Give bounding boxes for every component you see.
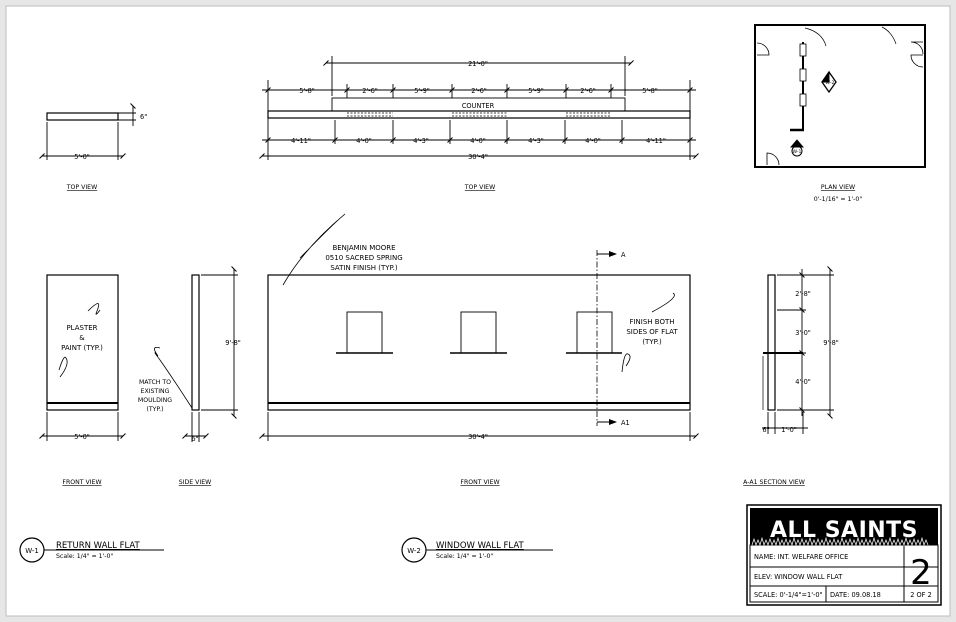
plan-tag-w1: W-1 (792, 150, 802, 155)
w2-top-upper-dim: 5'-8" (299, 87, 315, 95)
w2-top-lower-dim: 4'-11" (646, 137, 666, 145)
section-mark-a1: A1 (621, 419, 630, 427)
tb-sheet-of: 2 OF 2 (910, 591, 932, 599)
w2-top-lower-dim: 4'-3" (528, 137, 544, 145)
w1-side-thick-dim: 6" (191, 435, 199, 443)
w2-top-upper-dim: 5'-9" (528, 87, 544, 95)
w2-top-upper-dim: 5'-9" (414, 87, 430, 95)
w1-top-view-label: TOP VIEW (66, 184, 98, 191)
w2-title: WINDOW WALL FLAT (436, 541, 524, 551)
plan-view-label: PLAN VIEW (820, 184, 856, 191)
paint-note: SATIN FINISH (TYP.) (330, 264, 398, 272)
w1-title: RETURN WALL FLAT (56, 541, 140, 551)
paint-note: 0510 SACRED SPRING (325, 254, 403, 262)
section-total-dim: 9'-8" (823, 339, 839, 347)
section-dim: 3'-0" (795, 329, 811, 337)
section-dim: 2'-8" (795, 290, 811, 298)
w1-top-width-dim: 5'-0" (74, 153, 90, 161)
tb-scale: SCALE: 0'-1/4"=1'-0" (754, 591, 823, 599)
section-mark-a: A (621, 251, 626, 259)
moulding-note: EXISTING (140, 388, 170, 395)
w2-top-upper-dim: 2'-6" (471, 87, 487, 95)
section-view-label: A-A1 SECTION VIEW (743, 479, 805, 486)
w2-top-upper-dim: 2'-6" (580, 87, 596, 95)
plaster-note: PAINT (TYP.) (61, 344, 103, 352)
paint-note: BENJAMIN MOORE (332, 244, 396, 252)
finish-note: (TYP.) (642, 338, 662, 346)
section-dim: 4'-0" (795, 378, 811, 386)
w2-scale: Scale: 1/4" = 1'-0" (436, 553, 494, 560)
w2-top-upper-dim: 2'-6" (362, 87, 378, 95)
w2-front-view-label: FRONT VIEW (460, 479, 500, 486)
tb-date: DATE: 09.08.18 (830, 591, 881, 599)
w2-top-upper-dim: 5'-8" (642, 87, 658, 95)
w2-top-bottom-dim: 30'-4" (468, 153, 488, 161)
w1-side-view-label: SIDE VIEW (178, 479, 212, 486)
tb-name: NAME: INT. WELFARE OFFICE (754, 553, 849, 561)
plan-tag-w2: W-2 (825, 81, 835, 86)
w1-front-width-dim: 5'-0" (74, 433, 90, 441)
w2-tag: W-2 (407, 547, 421, 555)
w1-tag: W-1 (25, 547, 39, 555)
plaster-note: PLASTER (66, 324, 98, 332)
w2-top-lower-dim: 4'-11" (291, 137, 311, 145)
moulding-note: MATCH TO (138, 379, 172, 386)
plan-view-scale: 0'-1/16" = 1'-0" (813, 196, 863, 203)
w2-front-width-dim: 30'-4" (468, 433, 488, 441)
w2-top-overall-dim: 21'-0" (468, 60, 488, 68)
plaster-note: & (79, 334, 85, 342)
section-sill-dim: 1'-0" (781, 426, 797, 434)
company-logo: ALL SAINTS (769, 518, 919, 543)
counter-label: COUNTER (461, 102, 495, 110)
w1-scale: Scale: 1/4" = 1'-0" (56, 553, 114, 560)
finish-note: SIDES OF FLAT (626, 328, 678, 336)
w2-top-view-label: TOP VIEW (464, 184, 496, 191)
w1-front-view-label: FRONT VIEW (62, 479, 102, 486)
w2-top-lower-dim: 4'-0" (356, 137, 372, 145)
finish-note: FINISH BOTH (629, 318, 675, 326)
w1-top-thick-dim: 6" (140, 113, 148, 121)
w2-top-lower-dim: 4'-3" (413, 137, 429, 145)
w2-top-lower-dim: 4'-0" (470, 137, 486, 145)
tb-sheet-number: 2 (910, 553, 932, 593)
section-thick-dim: 6" (762, 426, 770, 434)
tb-elev: ELEV: WINDOW WALL FLAT (754, 573, 843, 581)
w1-side-height-dim: 9'-8" (225, 339, 241, 347)
moulding-note: MOULDING (137, 397, 173, 404)
moulding-note: (TYP.) (146, 406, 164, 413)
w2-top-lower-dim: 4'-0" (585, 137, 601, 145)
